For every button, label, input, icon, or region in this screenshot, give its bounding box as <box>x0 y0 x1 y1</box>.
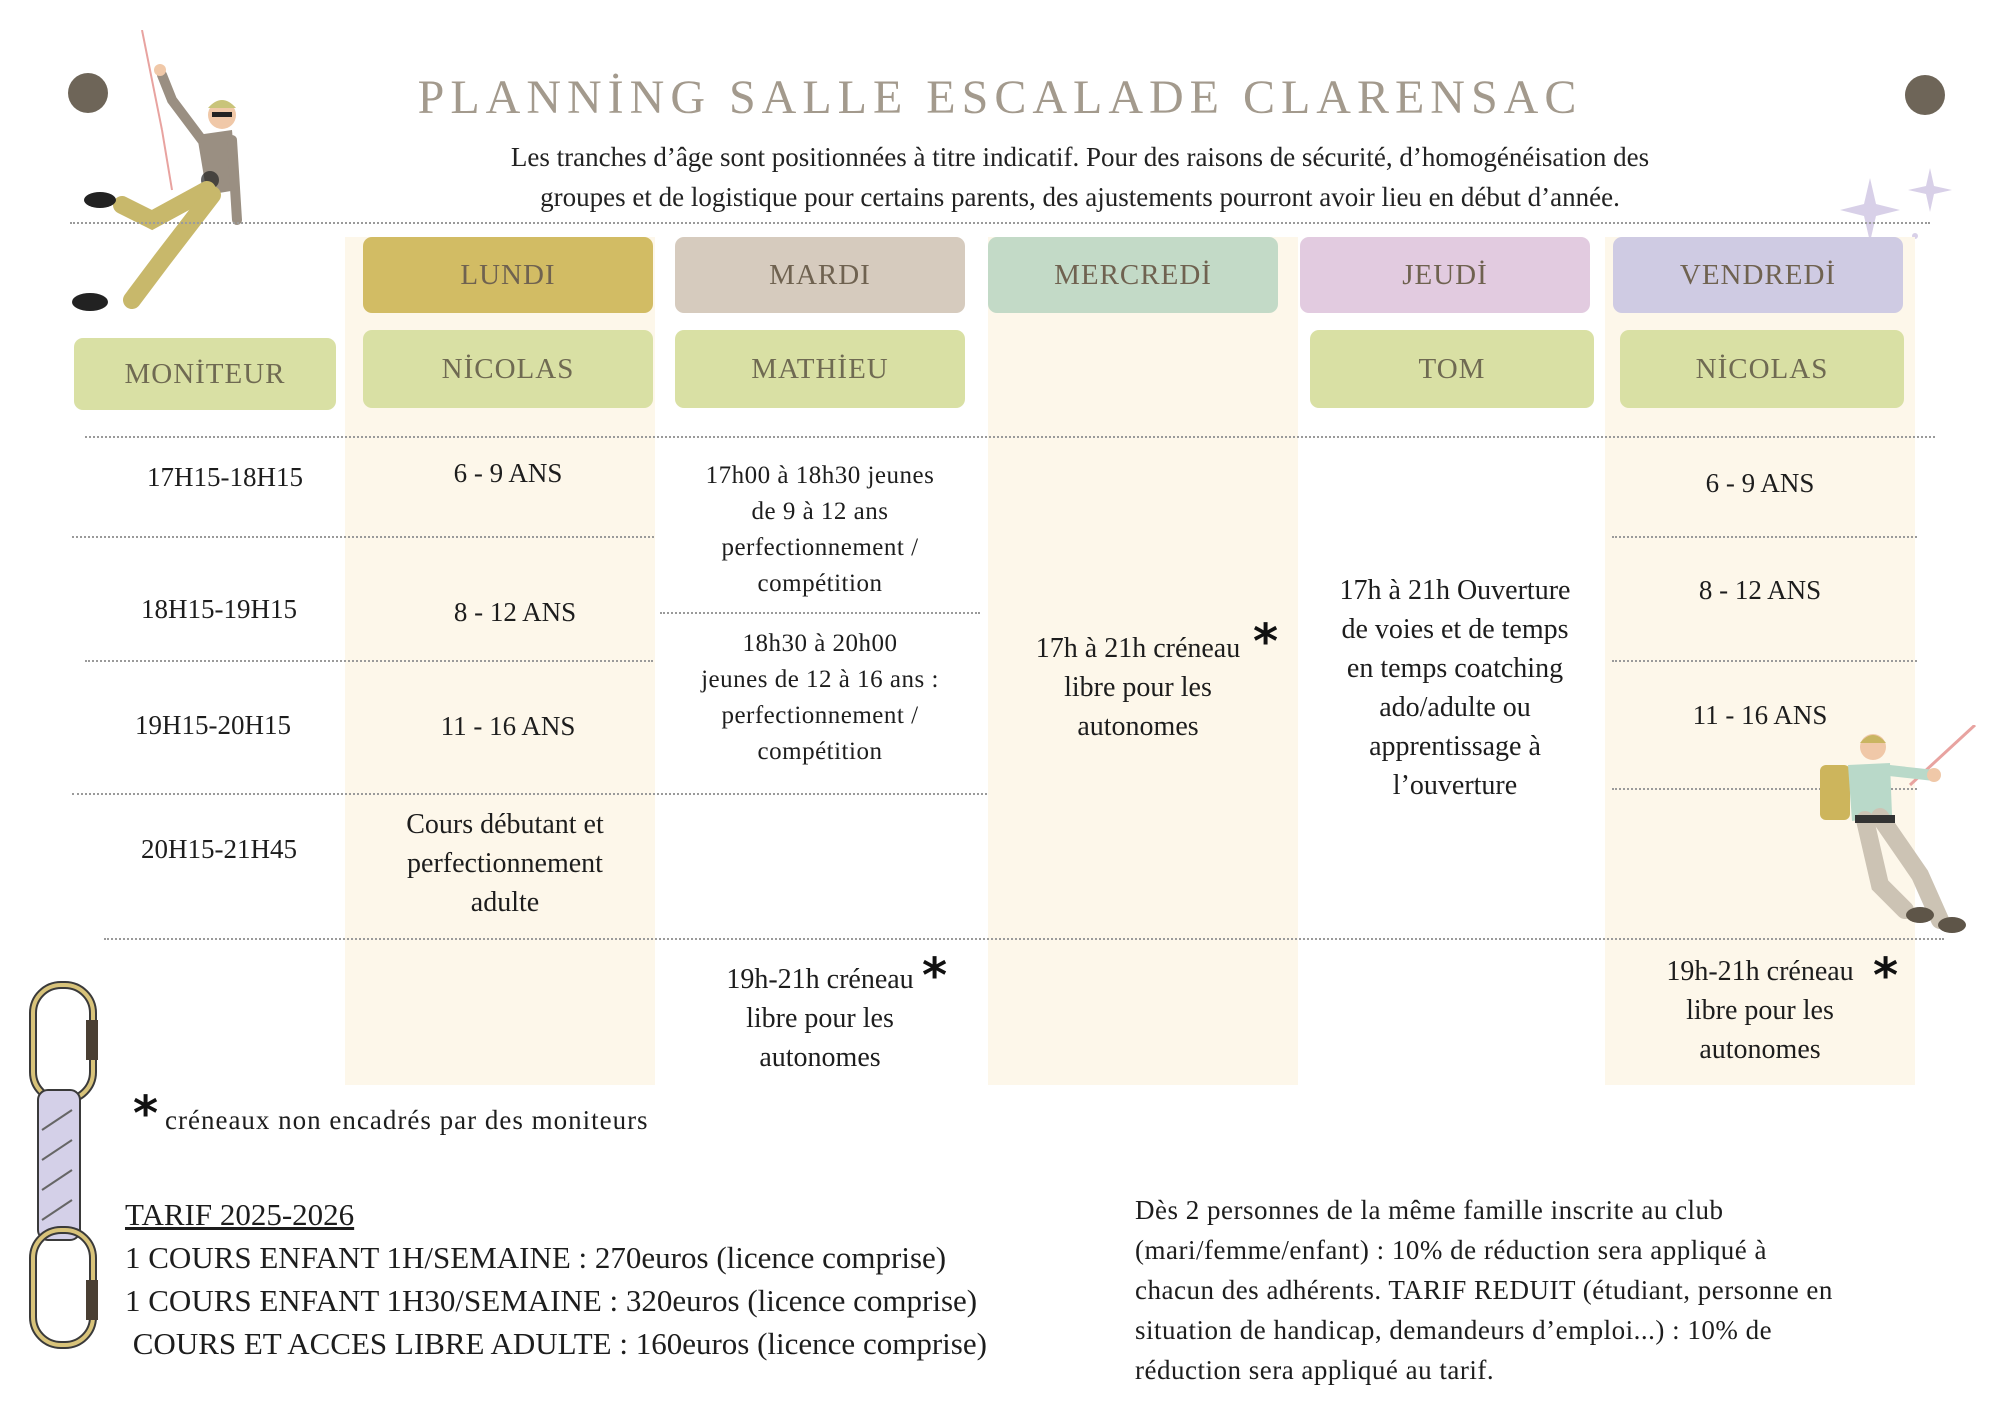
cell-line: compétition <box>757 570 883 597</box>
discount-line: Dès 2 personnes de la même famille inscrite au club <box>1135 1195 1724 1225</box>
header-divider <box>70 222 1930 224</box>
lundi-slot-1: 6 - 9 ANS <box>453 458 563 488</box>
cell-line: 17h00 à 18h30 jeunes <box>705 462 935 489</box>
cell-line: 18h30 à 20h00 <box>742 630 898 657</box>
tarif-line: 1 COURS ENFANT 1H/SEMAINE : 270euros (licence comprise) <box>125 1240 947 1275</box>
intro-line: groupes et de logistique pour certains parents, des ajustements pourront avoir lieu en début d’année. <box>540 182 1620 212</box>
row-divider <box>1612 536 1917 538</box>
vendredi-slot-3: 11 - 16 ANS <box>1692 700 1828 730</box>
row-divider <box>1612 660 1917 662</box>
row-divider <box>660 612 980 614</box>
discount-line: chacun des adhérents. TARIF REDUIT (étudiant, personne en <box>1135 1275 1833 1305</box>
discount-line: réduction sera appliqué au tarif. <box>1135 1355 1495 1385</box>
time-slot-3: 19H15-20H15 <box>135 710 291 740</box>
lundi-slot-2: 8 - 12 ANS <box>453 597 577 627</box>
day-header-jeudi: JEUDİ <box>1300 237 1590 313</box>
cell-line: libre pour les <box>1064 672 1212 703</box>
cell-line: libre pour les <box>1686 995 1834 1026</box>
monitor-jeudi: TOM <box>1310 330 1594 408</box>
row-divider <box>85 660 653 662</box>
cell-line: perfectionnement <box>407 848 603 879</box>
cell-line: Cours débutant et <box>406 809 604 840</box>
monitor-label: MONİTEUR <box>74 338 336 410</box>
cell-line: l’ouverture <box>1392 770 1518 801</box>
page-title: PLANNİNG SALLE ESCALADE CLARENSAC <box>417 71 1583 124</box>
tarif-line: COURS ET ACCES LIBRE ADULTE : 160euros (licence comprise) <box>125 1326 987 1361</box>
day-header-mercredi: MERCREDİ <box>988 237 1278 313</box>
footnote-text: créneaux non encadrés par des moniteurs <box>165 1105 649 1135</box>
cell-line: autonomes <box>759 1042 881 1073</box>
asterisk-marker: * <box>1873 948 1899 1004</box>
time-slot-4: 20H15-21H45 <box>141 834 297 864</box>
cell-line: adulte <box>470 887 540 918</box>
day-header-lundi: LUNDI <box>363 237 653 313</box>
lundi-slot-4 <box>355 805 655 922</box>
cell-line: 19h-21h créneau <box>1666 956 1854 987</box>
discount-line: situation de handicap, demandeurs d’emploi...) : 10% de <box>1135 1315 1773 1345</box>
tarif-line: 1 COURS ENFANT 1H30/SEMAINE : 320euros (licence comprise) <box>125 1283 978 1318</box>
cell-line: libre pour les <box>746 1003 894 1034</box>
discount-block <box>1135 1190 1965 1390</box>
monitor-lundi: NİCOLAS <box>363 330 653 408</box>
cell-line: compétition <box>757 738 883 765</box>
time-slot-1: 17H15-18H15 <box>147 462 303 492</box>
quickdraw-illustration <box>28 980 108 1370</box>
mardi-slot-1 <box>665 458 975 602</box>
monitor-vendredi: NİCOLAS <box>1620 330 1904 408</box>
day-header-vendredi: VENDREDİ <box>1613 237 1903 313</box>
vendredi-slot-2: 8 - 12 ANS <box>1698 575 1822 605</box>
cell-line: 17h à 21h créneau <box>1035 633 1241 664</box>
cell-line: perfectionnement / <box>721 702 919 729</box>
intro-line: Les tranches d’âge sont positionnées à titre indicatif. Pour des raisons de sécurité, d’homogénéisation des <box>510 142 1650 172</box>
vendredi-free-slot <box>1605 948 1915 1069</box>
row-divider <box>104 938 1944 940</box>
cell-line: autonomes <box>1699 1034 1821 1065</box>
cell-line: 19h-21h créneau <box>726 964 914 995</box>
cell-line: de voies et de temps <box>1341 614 1569 645</box>
cell-line: autonomes <box>1077 711 1199 742</box>
lundi-slot-3: 11 - 16 ANS <box>440 711 576 741</box>
cell-line: 17h à 21h Ouverture <box>1339 575 1571 606</box>
asterisk-marker: * <box>133 1086 159 1142</box>
cell-line: apprentissage à <box>1369 731 1541 762</box>
asterisk-marker: * <box>1253 614 1279 670</box>
tarif-heading: TARIF 2025-2026 <box>125 1197 355 1232</box>
time-slot-2: 18H15-19H15 <box>141 594 297 624</box>
cell-line: jeunes de 12 à 16 ans : <box>701 666 939 693</box>
row-divider <box>72 536 654 538</box>
vendredi-slot-1: 6 - 9 ANS <box>1705 468 1815 498</box>
climber-right-illustration <box>1810 725 1990 955</box>
discount-line: (mari/femme/enfant) : 10% de réduction sera appliqué à <box>1135 1235 1767 1265</box>
monitor-mardi: MATHİEU <box>675 330 965 408</box>
row-divider <box>85 436 1935 438</box>
sparkle-icon <box>1840 168 1960 248</box>
day-header-mardi: MARDI <box>675 237 965 313</box>
mardi-slot-2 <box>665 626 975 770</box>
row-divider <box>72 793 987 795</box>
cell-line: en temps coatching <box>1346 653 1564 684</box>
jeudi-slot <box>1300 571 1610 805</box>
cell-line: perfectionnement / <box>721 534 919 561</box>
asterisk-marker: * <box>922 948 948 1004</box>
tarif-block <box>125 1193 1075 1365</box>
cell-line: de 9 à 12 ans <box>751 498 889 525</box>
cell-line: ado/adulte ou <box>1379 692 1531 723</box>
intro-text <box>360 137 1800 217</box>
mercredi-free-slot <box>988 629 1288 746</box>
